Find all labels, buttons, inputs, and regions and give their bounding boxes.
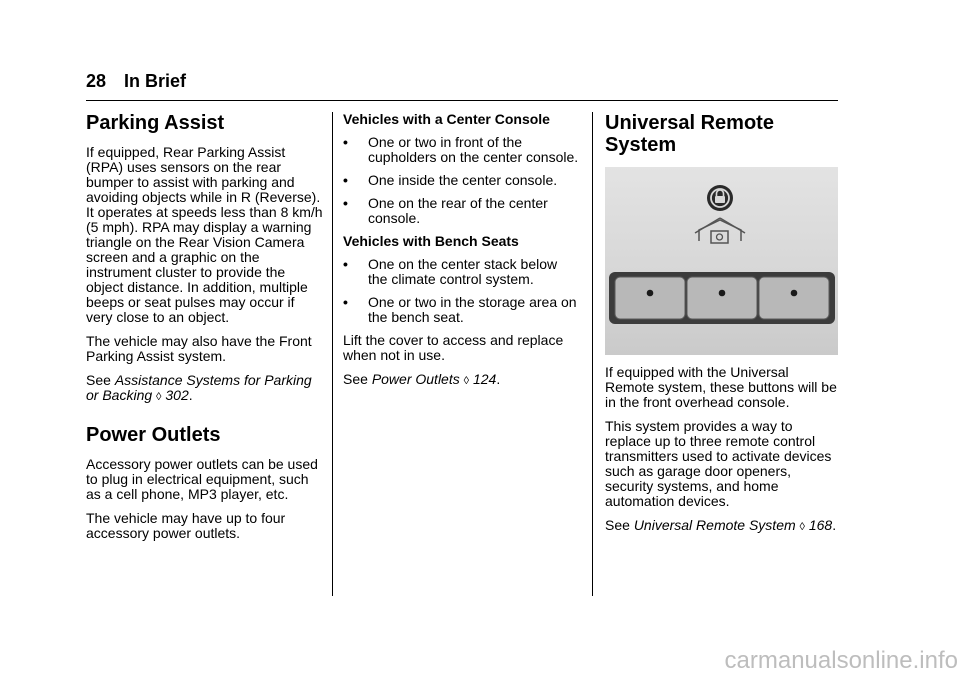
page-header bbox=[86, 70, 838, 101]
paragraph: Accessory power outlets can be used to plug in electrical equipment, such as a cell phone, MP3 player, etc. bbox=[86, 456, 318, 502]
subheading-center-console: Vehicles with a Center Console bbox=[343, 111, 550, 127]
heading-universal-remote: Universal Remote System bbox=[605, 112, 774, 156]
page-ref[interactable]: 168 bbox=[808, 517, 833, 533]
bullet-list bbox=[343, 257, 579, 325]
column-left bbox=[86, 112, 324, 550]
list-item: • One or two in front of the cupholders on the center console. bbox=[343, 134, 579, 165]
xref-link[interactable]: Power Outlets bbox=[371, 371, 460, 387]
bullet-list bbox=[343, 135, 579, 226]
paragraph: The vehicle may also have the Front Parking Assist system. bbox=[86, 333, 312, 364]
subheading-bench-seats: Vehicles with Bench Seats bbox=[343, 233, 519, 249]
lock-symbol-icon bbox=[707, 185, 733, 211]
remote-buttons-illustration bbox=[605, 167, 838, 355]
remote-button-1[interactable] bbox=[615, 277, 685, 319]
xref-link[interactable]: Universal Remote System bbox=[633, 517, 796, 533]
column-middle bbox=[343, 112, 579, 398]
period: . bbox=[832, 517, 837, 533]
list-item: • One or two in the storage area on the bench seat. bbox=[343, 294, 577, 325]
page-ref-icon: ◊ bbox=[799, 521, 805, 533]
page-number: 28 bbox=[86, 71, 107, 91]
see-label: See bbox=[86, 372, 111, 388]
paragraph: The vehicle may have up to four accessory power outlets. bbox=[86, 510, 286, 541]
xref-link[interactable]: Assistance Systems for Parking or Backing bbox=[86, 372, 312, 403]
see-label: See bbox=[343, 371, 368, 387]
column-right bbox=[605, 112, 839, 544]
bullet-icon: • bbox=[343, 256, 348, 272]
remote-button-2[interactable] bbox=[687, 277, 757, 319]
page-ref-icon: ◊ bbox=[463, 375, 470, 387]
heading-power-outlets: Power Outlets bbox=[86, 424, 221, 446]
bullet-icon: • bbox=[343, 134, 348, 150]
bullet-icon: • bbox=[343, 172, 348, 188]
universal-remote-buttons-photo bbox=[605, 167, 838, 355]
list-item: • One on the rear of the center console. bbox=[343, 195, 548, 226]
garage-house-icon bbox=[695, 218, 745, 243]
paragraph: This system provides a way to replace up to three remote control transmitters used to activate devices such as garage door openers, security systems, and home automation devices. bbox=[605, 418, 832, 509]
page-ref[interactable]: 302 bbox=[165, 387, 189, 403]
remote-button-3[interactable] bbox=[759, 277, 829, 319]
column-divider bbox=[332, 112, 333, 596]
see-label: See bbox=[605, 517, 630, 533]
section-title: In Brief bbox=[124, 71, 187, 91]
cross-reference bbox=[605, 518, 839, 535]
period: . bbox=[496, 371, 501, 387]
paragraph: If equipped with the Universal Remote system, these buttons will be in the front overhead console. bbox=[605, 364, 837, 410]
paragraph: If equipped, Rear Parking Assist (RPA) uses sensors on the rear bumper to assist with parking and avoiding objects while in R (Reverse). It operates at speeds less than 8 km/h (5 mph). RPA may display a warning triangle on the Rear Vision Camera screen and a graphic on the instrument cluster to provide the object distance. In addition, multiple beeps or seat pulses may occur if very close to an object. bbox=[86, 144, 323, 325]
watermark: carmanualsonline.info bbox=[724, 647, 958, 674]
page-ref-icon: ◊ bbox=[156, 391, 162, 403]
column-divider bbox=[592, 112, 593, 596]
page-ref[interactable]: 124 bbox=[472, 371, 497, 387]
bullet-icon: • bbox=[343, 294, 348, 310]
heading-parking-assist: Parking Assist bbox=[86, 112, 225, 134]
period: . bbox=[188, 387, 193, 403]
cross-reference bbox=[343, 372, 579, 389]
list-item: • One on the center stack below the climate control system. bbox=[343, 256, 558, 287]
paragraph: Lift the cover to access and replace when not in use. bbox=[343, 332, 564, 363]
list-item: • One inside the center console. bbox=[343, 172, 558, 188]
cross-reference bbox=[86, 373, 324, 405]
bullet-icon: • bbox=[343, 195, 348, 211]
